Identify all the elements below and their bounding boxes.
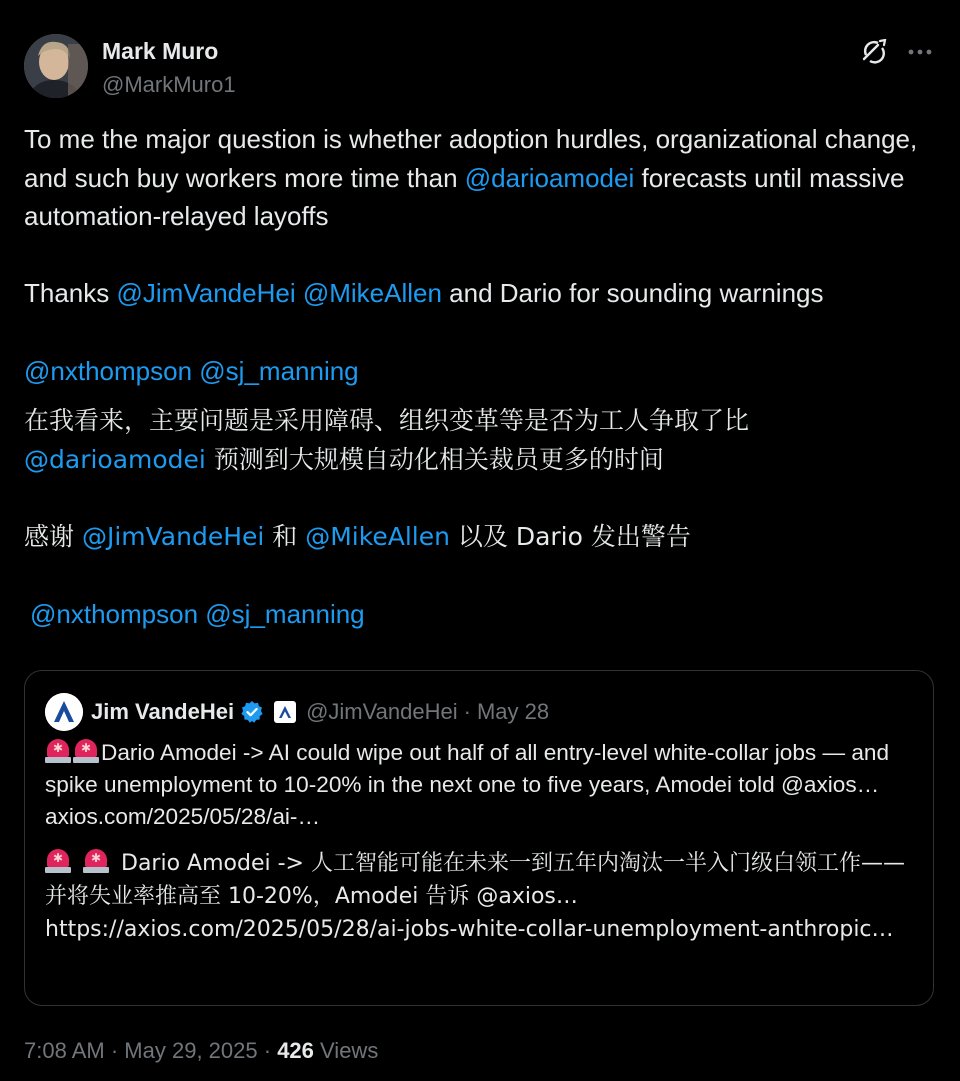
dot-separator: · [110, 1038, 119, 1063]
mention-link[interactable]: @MikeAllen [302, 278, 442, 309]
avatar[interactable] [24, 34, 88, 98]
police-light-emoji: ✱ [45, 849, 71, 873]
tweet-date[interactable]: May 29, 2025 [124, 1038, 258, 1063]
tweet-paragraph-zh-2 [24, 518, 929, 557]
paragraph-gap [24, 557, 929, 596]
text-segment: 和 [264, 521, 306, 551]
police-light-emoji: ✱ [73, 739, 99, 763]
quoted-text-segment: Dario Amodei -> 人工智能可能在未来一到五年内淘汰一半入门级白领工作——并将失业率推高至 10-20%，Amodei 告诉 @axios… https://axios.com/2025/05/28/ai-jobs-white-collar-unemployment-anthropic… [45, 851, 905, 942]
author-name[interactable]: Mark Muro [102, 38, 219, 64]
views-label: Views [320, 1038, 379, 1063]
views-count: 426 [277, 1038, 314, 1063]
tweet-time[interactable]: 7:08 AM [24, 1038, 105, 1063]
tweet-paragraph-en-2 [24, 274, 929, 313]
mention-link[interactable]: @darioamodei [464, 162, 635, 193]
text-segment: 以及 Dario 发出警告 [449, 521, 691, 551]
paragraph-gap [24, 479, 929, 518]
paragraph-gap [24, 313, 929, 352]
police-light-emoji: ✱ [83, 849, 109, 873]
quoted-author-name[interactable]: Jim VandeHei [91, 699, 235, 724]
tweet-paragraph-en-1 [24, 120, 929, 236]
more-options-icon[interactable] [906, 38, 934, 66]
quoted-author-handle[interactable]: @JimVandeHei [306, 699, 458, 724]
mention-link[interactable]: @MikeAllen [305, 521, 450, 551]
header-actions [860, 38, 934, 66]
paragraph-gap [24, 236, 929, 275]
axios-affiliate-icon[interactable] [274, 701, 296, 723]
text-segment: 预测到大规模自动化相关裁员更多的时间 [205, 444, 664, 474]
quoted-tweet-header [45, 693, 549, 731]
mention-link[interactable]: @sj_manning [199, 355, 359, 386]
text-segment: forecasts until massive automation-relayed layoffs [24, 162, 905, 232]
mention-link[interactable]: @nxthompson [30, 599, 199, 630]
axios-logo-icon [45, 693, 83, 731]
mention-link[interactable]: @JimVandeHei [81, 521, 265, 551]
verified-badge-icon [240, 700, 264, 724]
quoted-avatar[interactable] [45, 693, 83, 731]
quoted-tweet-text [45, 737, 915, 946]
text-segment: To me the major question is whether adoption hurdles, organizational change, and such buy workers more time than [24, 124, 918, 193]
mention-link[interactable]: @JimVandeHei [116, 278, 296, 309]
text-segment: 在我看来，主要问题是采用障碍、组织变革等是否为工人争取了比 [24, 406, 750, 436]
tweet-paragraph-en-3 [24, 352, 929, 391]
tweet-header [24, 34, 936, 104]
tweet-text [24, 120, 929, 634]
text-segment: Thanks [24, 278, 117, 309]
quoted-paragraph-en [45, 737, 915, 833]
quoted-tweet-date[interactable]: May 28 [476, 699, 550, 724]
text-segment: and Dario for sounding warnings [441, 278, 824, 309]
grok-icon[interactable] [860, 38, 888, 66]
avatar-photo [24, 34, 88, 98]
quoted-tweet[interactable] [24, 670, 934, 1006]
police-light-emoji: ✱ [45, 739, 71, 763]
text-segment: 感谢 [24, 521, 82, 551]
dot-separator: · [263, 1038, 272, 1063]
quoted-paragraph-zh [45, 847, 915, 946]
quoted-text-segment: Dario Amodei -> AI could wipe out half of all entry-level white-collar jobs — and spike unemployment to 10-20% in the next one to five years, Amodei told @axios… axios.com/2025/05/28/ai-… [45, 740, 890, 829]
mention-link[interactable]: @darioamodei [24, 444, 206, 474]
tweet [24, 34, 936, 1063]
tweet-paragraph-zh-3 [24, 595, 929, 634]
tweet-footer [24, 1038, 378, 1064]
mention-link[interactable]: @nxthompson [24, 355, 193, 386]
mention-link[interactable]: @sj_manning [205, 599, 365, 630]
tweet-paragraph-zh-1 [24, 402, 929, 479]
dot-separator: · [463, 699, 471, 724]
author-handle[interactable]: @MarkMuro1 [102, 72, 236, 97]
